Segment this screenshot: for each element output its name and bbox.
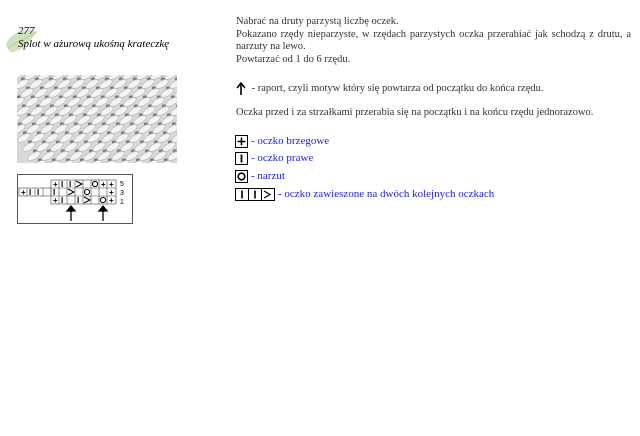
svg-text:+: + [109,196,114,205]
arrow-up-icon [236,82,246,95]
instruction-line: Powtarzać od 1 do 6 rzędu. [236,53,351,65]
legend-label: - oczko zawieszone na dwóch kolejnych oczkach [278,188,495,201]
note-text: Oczka przed i za strzałkami przerabia się na początku i na końcu rzędu jednorazowo. [236,107,594,118]
legend-item [235,170,285,183]
svg-text:I: I [61,180,64,189]
svg-text:+: + [101,180,106,189]
svg-text:I: I [61,196,64,205]
pattern-chart [17,174,133,224]
legend-label: - oczko brzegowe [251,135,330,148]
pattern-title: Splot w ażurową ukośną krateczkę [18,38,170,50]
pattern-number: 277 [18,25,35,37]
knit-sample-photo [17,75,177,163]
svg-text:+: + [53,180,58,189]
legend-label: - narzut [251,170,285,183]
raport-line [236,82,631,95]
svg-text:+: + [109,180,114,189]
legend-item [235,188,494,201]
instruction-line: Pokazano rzędy nieparzyste, w rzędach parzystych oczka przerabiać jak schodzą z drutu, a narzuty na lewo. [236,28,631,52]
legend-item [235,135,329,148]
instructions [236,16,631,66]
svg-text:+: + [21,188,26,197]
svg-text:I: I [53,188,56,197]
svg-text:I: I [77,196,80,205]
svg-text:I: I [37,188,40,197]
raport-text: - raport, czyli motyw który się powtarza od początku do końca rzędu. [251,82,544,94]
legend-item [235,152,313,165]
instruction-line: Nabrać na druty parzystą liczbę oczek. [236,16,399,27]
yarn-over-icon [235,170,248,183]
chart-row-label: 3 [120,190,124,197]
chart-row-label: 5 [120,181,124,188]
chart-row-label: 1 [120,199,124,206]
edge-stitch-icon [235,135,248,148]
svg-text:I: I [69,180,72,189]
knit-stitch-icon [235,152,248,165]
legend-label: - oczko prawe [251,152,314,165]
slipped-stitch-icon [235,188,275,201]
svg-text:+: + [53,196,58,205]
svg-text:I: I [29,188,32,197]
svg-text:+: + [109,188,114,197]
